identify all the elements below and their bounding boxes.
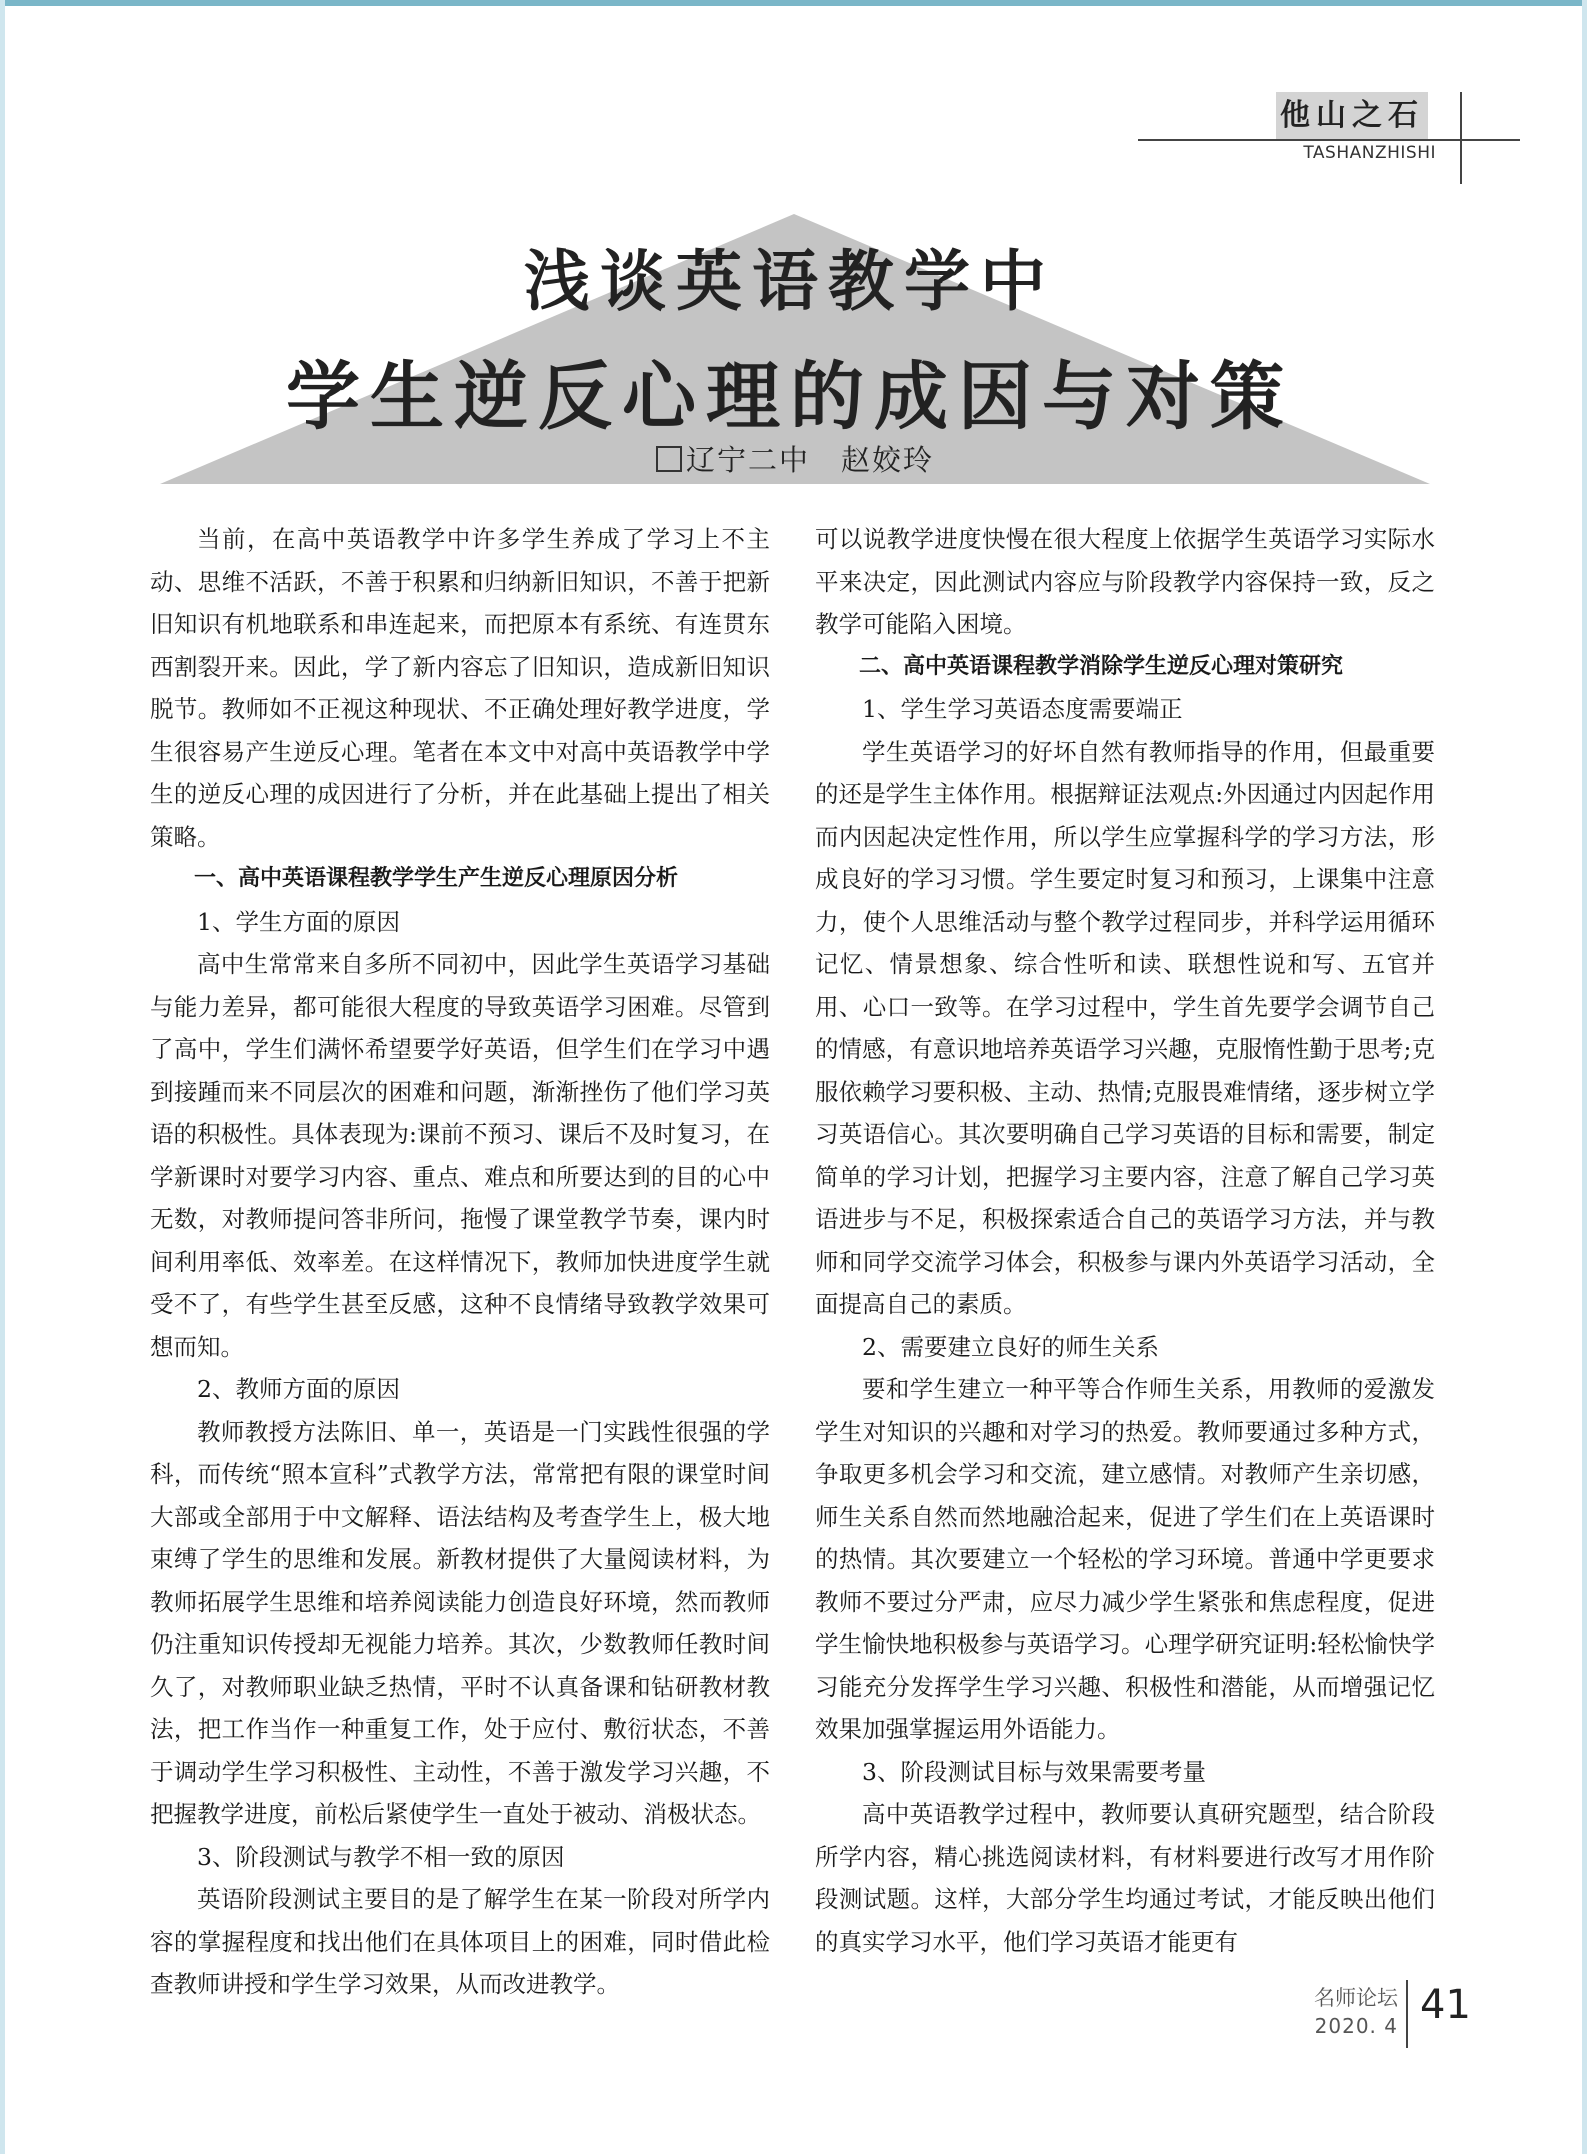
journal-name: 名师论坛 xyxy=(1314,1986,1398,2010)
paragraph: 高中英语教学过程中，教师要认真研究题型，结合阶段所学内容，精心挑选阅读材料，有材料要进行改写才用作阶段测试题。这样，大部分学生均通过考试，才能反映出他们的真实学习水平，他们学习英语才能更有 xyxy=(815,1800,1435,1956)
section-heading: 二、高中英语课程教学消除学生逆反心理对策研究 xyxy=(859,653,1344,679)
subsection-heading: 2、教师方面的原因 xyxy=(197,1375,400,1403)
subsection-heading: 2、需要建立良好的师生关系 xyxy=(862,1332,1159,1361)
paragraph: 高中生常常来自多所不同初中，因此学生英语学习基础与能力差异，都可能很大程度的导致英语学习困难。尽管到了高中，学生们满怀希望要学好英语，但学生们在学习中遇到接踵而来不同层次的困难和问题，渐渐挫伤了他们学习英语的积极性。具体表现为:课前不预习、课后不及时复习，在学新课时对要学习内容、重点、难点和所要达到的目的心中无数，对教师提问答非所问，拖慢了课堂教学节奏，课内时间利用率低、效率差。在这样情况下，教师加快进度学生就受不了，有些学生甚至反感，这种不良情绪导致教学效果可想而知。 xyxy=(150,950,770,1361)
paragraph: 英语阶段测试主要目的是了解学生在某一阶段对所学内容的掌握程度和找出他们在具体项目上的困难，同时借此检查教师讲授和学生学习效果，从而改进教学。 xyxy=(150,1885,770,1998)
author-byline xyxy=(500,438,1090,479)
body-column-right xyxy=(815,518,1435,1963)
paragraph: 学生英语学习的好坏自然有教师指导的作用，但最重要的还是学生主体作用。根据辩证法观点:外因通过内因起作用而内因起决定性作用，所以学生应掌握科学的学习方法，形成良好的学习习惯。学生要定时复习和预习，上课集中注意力，使个人思维活动与整个教学过程同步，并科学运用循环记忆、情景想象、综合性听和读、联想性说和写、五官并用、心口一致等。在学习过程中，学生首先要学会调节自己的情感，有意识地培养英语学习兴趣，克服惰性勤于思考;克服依赖学习要积极、主动、热情;克服畏难情绪，逐步树立学习英语信心。其次要明确自己学习英语的目标和需要，制定简单的学习计划，把握学习主要内容，注意了解自己学习英语进步与不足，积极探索适合自己的英语学习方法，并与教师和同学交流学习体会，积极参与课内外英语学习活动，全面提高自己的素质。 xyxy=(815,737,1435,1318)
subsection-heading: 1、学生学习英语态度需要端正 xyxy=(862,695,1183,723)
footer-vertical-rule xyxy=(1406,1980,1408,2048)
body-column-left xyxy=(150,518,770,2006)
paragraph: 可以说教学进度快慢在很大程度上依据学生英语学习实际水平来决定，因此测试内容应与阶段教学内容保持一致，反之教学可能陷入困境。 xyxy=(815,525,1435,638)
article-title-line1: 浅谈英语教学中 xyxy=(524,243,1056,320)
column-tag-subtitle: TASHANZHISHI xyxy=(1303,143,1436,163)
journal-issue: 2020. 4 xyxy=(1314,2014,1398,2038)
article-title-line2: 学生逆反心理的成因与对策 xyxy=(286,354,1294,440)
page-number: 41 xyxy=(1420,1982,1471,2028)
subsection-heading: 3、阶段测试与教学不相一致的原因 xyxy=(197,1842,565,1871)
paragraph: 当前，在高中英语教学中许多学生养成了学习上不主动、思维不活跃，不善于积累和归纳新旧知识，不善于把新旧知识有机地联系和串连起来，而把原本有系统、有连贯东西割裂开来。因此，学了新内容忘了旧知识，造成新旧知识脱节。教师如不正视这种现状、不正确处理好教学进度，学生很容易产生逆反心理。笔者在本文中对高中英语教学中学生的逆反心理的成因进行了分析，并在此基础上提出了相关策略。 xyxy=(150,525,770,851)
section-heading: 一、高中英语课程教学学生产生逆反心理原因分析 xyxy=(194,866,679,891)
paragraph: 教师教授方法陈旧、单一，英语是一门实践性很强的学科，而传统“照本宣科”式教学方法，常常把有限的课堂时间大部或全部用于中文解释、语法结构及考查学生上，极大地束缚了学生的思维和发展。新教材提供了大量阅读材料，为教师拓展学生思维和培养阅读能力创造良好环境，然而教师仍注重知识传授却无视能力培养。其次，少数教师任教时间久了，对教师职业缺乏热情，平时不认真备课和钻研教材教法，把工作当作一种重复工作，处于应付、敷衍状态，不善于调动学生学习积极性、主动性，不善于激发学习兴趣，不把握教学进度，前松后紧使学生一直处于被动、消极状态。 xyxy=(150,1417,770,1828)
author-text: 辽宁二中 赵姣玲 xyxy=(685,443,934,477)
square-icon xyxy=(656,446,682,472)
subsection-heading: 3、阶段测试目标与效果需要考量 xyxy=(862,1757,1206,1786)
paragraph: 要和学生建立一种平等合作师生关系，用教师的爱激发学生对知识的兴趣和对学习的热爱。教师要通过多种方式，争取更多机会学习和交流，建立感情。对教师产生亲切感，师生关系自然而然地融洽起来，促进了学生们在上英语课时的热情。其次要建立一个轻松的学习环境。普通中学更要求教师不要过分严肃，应尽力减少学生紧张和焦虑程度，促进学生愉快地积极参与英语学习。心理学研究证明:轻松愉快学习能充分发挥学生学习兴趣、积极性和潜能，从而增强记忆效果加强掌握运用外语能力。 xyxy=(815,1375,1435,1743)
subsection-heading: 1、学生方面的原因 xyxy=(197,907,400,936)
column-tag: 他山之石 xyxy=(1276,92,1428,140)
